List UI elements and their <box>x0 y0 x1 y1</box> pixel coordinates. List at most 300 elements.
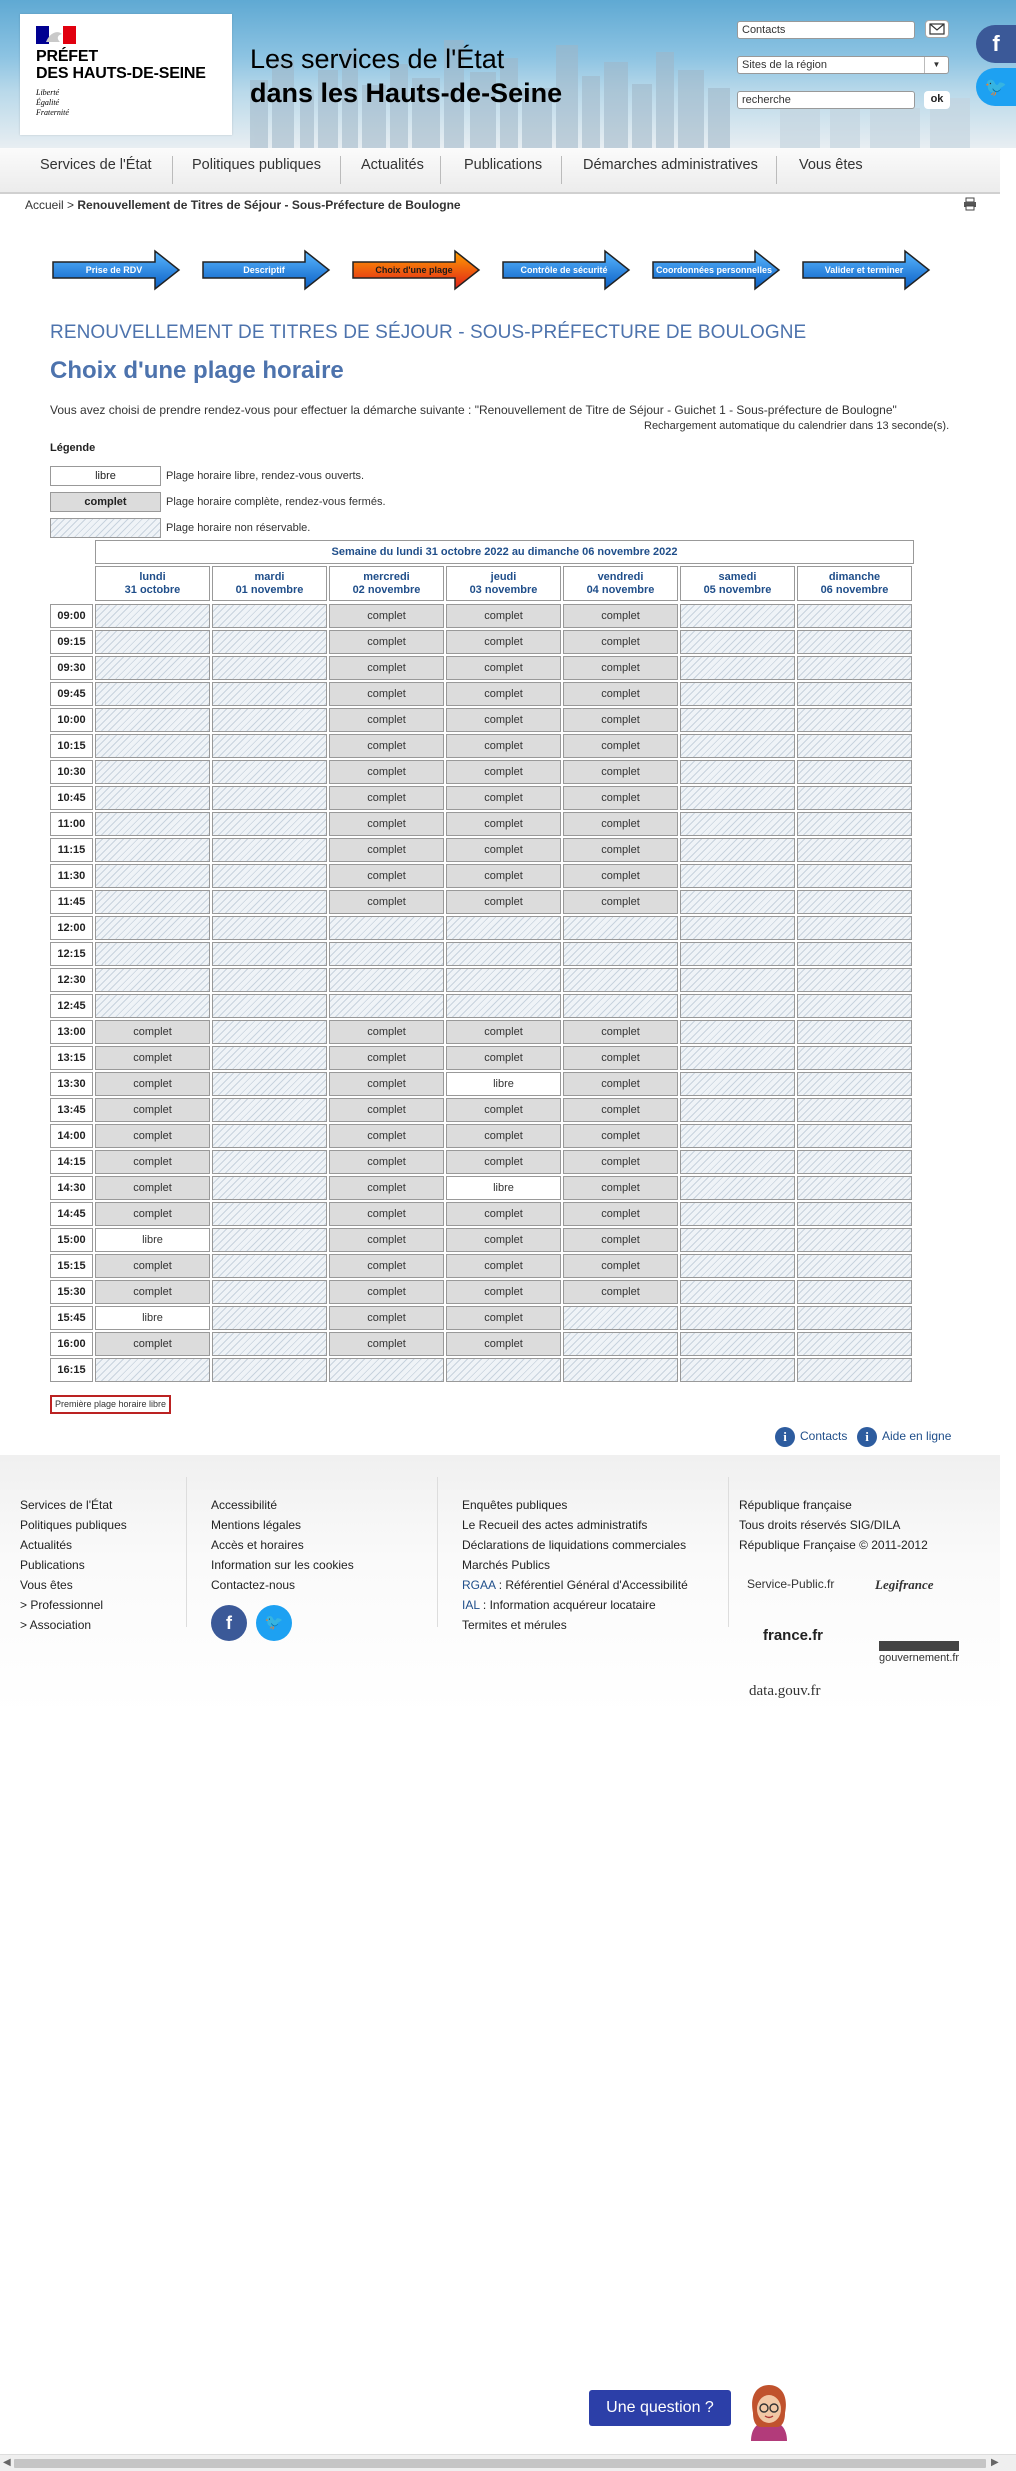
nav-item-services[interactable]: Services de l'État <box>40 157 152 173</box>
footer-link[interactable]: Déclarations de liquidations commerciales <box>462 1538 687 1552</box>
marianne-flag-icon <box>36 26 76 44</box>
slot-unavailable <box>329 994 444 1018</box>
facebook-icon[interactable]: f <box>976 25 1016 63</box>
footer-col-nav <box>20 1495 127 1635</box>
prefet-logo[interactable] <box>20 14 232 135</box>
footer-link[interactable]: > Association <box>20 1618 92 1632</box>
envelope-icon <box>926 21 948 37</box>
day-name: jeudi <box>490 571 517 583</box>
slot-unavailable <box>797 864 912 888</box>
search-input[interactable]: recherche <box>737 91 915 109</box>
contacts-field[interactable]: Contacts <box>737 21 915 39</box>
footer-link[interactable]: Enquêtes publiques <box>462 1498 568 1512</box>
slot-unavailable <box>446 942 561 966</box>
slot-unavailable <box>680 786 795 810</box>
time-label: 13:15 <box>50 1046 93 1070</box>
slot-complet: complet <box>329 760 444 784</box>
slot-libre[interactable]: libre <box>95 1228 210 1252</box>
slot-unavailable <box>797 1176 912 1200</box>
slot-unavailable <box>95 864 210 888</box>
slot-unavailable <box>329 916 444 940</box>
slot-unavailable <box>212 864 327 888</box>
footer-link[interactable]: Politiques publiques <box>20 1518 127 1532</box>
nav-divider <box>340 156 341 184</box>
footer-link[interactable]: Services de l'État <box>20 1498 113 1512</box>
first-free-slot-button[interactable]: Première plage horaire libre <box>50 1395 171 1414</box>
time-label: 14:45 <box>50 1202 93 1226</box>
step-label: Coordonnées personnelles <box>655 265 773 275</box>
reload-countdown: Rechargement automatique du calendrier dans 13 seconde(s). <box>644 420 950 432</box>
footer-divider <box>437 1477 438 1627</box>
logo-motto: Liberté Égalité Fraternité <box>36 88 69 117</box>
slot-unavailable <box>680 630 795 654</box>
slot-unavailable <box>680 864 795 888</box>
footer-link[interactable]: Mentions légales <box>211 1518 302 1532</box>
slot-unavailable <box>212 1150 327 1174</box>
slot-unavailable <box>212 1306 327 1330</box>
breadcrumb <box>25 198 461 212</box>
slot-unavailable <box>797 1046 912 1070</box>
slot-unavailable <box>212 682 327 706</box>
slot-unavailable <box>212 1332 327 1356</box>
slot-unavailable <box>95 968 210 992</box>
day-date: 01 novembre <box>235 584 304 596</box>
slot-unavailable <box>680 708 795 732</box>
slot-unavailable <box>797 656 912 680</box>
slot-unavailable <box>212 1098 327 1122</box>
footer-link[interactable]: Vous êtes <box>20 1578 73 1592</box>
slot-unavailable <box>797 1202 912 1226</box>
slot-unavailable <box>563 1332 678 1356</box>
time-label: 16:00 <box>50 1332 93 1356</box>
slot-complet: complet <box>95 1098 210 1122</box>
slot-libre[interactable]: libre <box>446 1072 561 1096</box>
info-icon: i <box>775 1427 795 1447</box>
slot-unavailable <box>95 942 210 966</box>
slot-unavailable <box>212 942 327 966</box>
slot-unavailable <box>797 708 912 732</box>
scroll-left-arrow-icon[interactable]: ◀ <box>3 2457 11 2468</box>
step-label: Descriptif <box>243 265 285 275</box>
time-label: 14:00 <box>50 1124 93 1148</box>
chat-question-button[interactable]: Une question ? <box>589 2390 731 2426</box>
legend-libre-swatch: libre <box>50 466 161 486</box>
slot-unavailable <box>95 682 210 706</box>
slot-unavailable <box>446 1358 561 1382</box>
slot-unavailable <box>680 1020 795 1044</box>
slot-unavailable <box>563 968 678 992</box>
search-ok-button[interactable]: ok <box>924 91 950 109</box>
slot-complet: complet <box>446 1254 561 1278</box>
footer-text: République Française © 2011-2012 <box>739 1538 928 1552</box>
slot-complet: complet <box>329 656 444 680</box>
help-online-link[interactable]: i Aide en ligne <box>857 1427 951 1447</box>
slot-unavailable <box>95 916 210 940</box>
footer-link-rgaa[interactable]: RGAA : Référentiel Général d'Accessibilité <box>462 1578 688 1592</box>
slot-complet: complet <box>329 682 444 706</box>
slot-complet: complet <box>563 812 678 836</box>
slot-unavailable <box>680 1332 795 1356</box>
slot-complet: complet <box>329 1072 444 1096</box>
footer-link[interactable]: Accessibilité <box>211 1498 278 1512</box>
slot-unavailable <box>797 1072 912 1096</box>
slot-unavailable <box>680 994 795 1018</box>
partner-logo-service-public[interactable]: Service-Public.fr <box>747 1577 835 1591</box>
slot-complet: complet <box>563 1176 678 1200</box>
facebook-icon[interactable]: f <box>211 1605 247 1641</box>
slot-unavailable <box>797 1280 912 1304</box>
slot-complet: complet <box>563 864 678 888</box>
day-name: mardi <box>254 571 285 583</box>
time-label: 15:45 <box>50 1306 93 1330</box>
site-title: Les services de l'État dans les Hauts-de-Seine <box>250 44 563 108</box>
legend-unavailable-text: Plage horaire non réservable. <box>166 522 311 534</box>
slot-complet: complet <box>95 1124 210 1148</box>
partner-logo-france-fr[interactable]: france.fr <box>763 1627 824 1644</box>
slot-complet: complet <box>446 1306 561 1330</box>
slot-unavailable <box>95 994 210 1018</box>
slot-complet: complet <box>446 1046 561 1070</box>
step-descriptif <box>201 248 333 292</box>
slot-unavailable <box>212 760 327 784</box>
slot-complet: complet <box>446 734 561 758</box>
slot-libre[interactable]: libre <box>95 1306 210 1330</box>
day-header <box>329 566 444 601</box>
slot-unavailable <box>680 890 795 914</box>
slot-complet: complet <box>563 760 678 784</box>
time-label: 09:30 <box>50 656 93 680</box>
slot-complet: complet <box>329 1150 444 1174</box>
slot-unavailable <box>680 968 795 992</box>
slot-unavailable <box>212 734 327 758</box>
slot-unavailable <box>212 656 327 680</box>
footer-link[interactable]: Actualités <box>20 1538 73 1552</box>
slot-complet: complet <box>446 1228 561 1252</box>
slot-complet: complet <box>329 1176 444 1200</box>
nav-item-demarches[interactable]: Démarches administratives <box>583 157 758 173</box>
partner-logo-data-gouv[interactable]: data.gouv.fr <box>749 1683 821 1699</box>
time-label: 09:15 <box>50 630 93 654</box>
slot-unavailable <box>446 994 561 1018</box>
step-coordonnees <box>651 248 783 292</box>
slot-complet: complet <box>563 1072 678 1096</box>
slot-complet: complet <box>329 1254 444 1278</box>
print-icon[interactable] <box>963 197 977 211</box>
time-label: 15:30 <box>50 1280 93 1304</box>
page-title: RENOUVELLEMENT DE TITRES DE SÉJOUR - SOUS-PRÉFECTURE DE BOULOGNE <box>50 322 807 343</box>
nav-item-politiques[interactable]: Politiques publiques <box>192 157 321 173</box>
slot-complet: complet <box>446 1332 561 1356</box>
slot-unavailable <box>680 1306 795 1330</box>
nav-divider <box>776 156 777 184</box>
slot-unavailable <box>329 1358 444 1382</box>
twitter-icon[interactable]: 🐦 <box>256 1605 292 1641</box>
legend-complet-swatch: complet <box>50 492 161 512</box>
nav-divider <box>172 156 173 184</box>
twitter-icon[interactable]: 🐦 <box>976 68 1016 106</box>
breadcrumb-current: Renouvellement de Titres de Séjour - Sous-Préfecture de Boulogne <box>77 198 461 212</box>
slot-complet: complet <box>446 656 561 680</box>
slot-unavailable <box>797 1020 912 1044</box>
step-valider <box>801 248 933 292</box>
footer-text: République française <box>739 1498 852 1512</box>
slot-complet: complet <box>563 786 678 810</box>
help-contacts-link[interactable]: i Contacts <box>775 1427 847 1447</box>
footer-col-copyright <box>739 1495 928 1555</box>
slot-complet: complet <box>563 1280 678 1304</box>
slot-unavailable <box>95 760 210 784</box>
footer-link[interactable]: Accès et horaires <box>211 1538 304 1552</box>
slot-complet: complet <box>329 1228 444 1252</box>
slot-unavailable <box>797 916 912 940</box>
slot-unavailable <box>212 786 327 810</box>
slot-unavailable <box>212 630 327 654</box>
slot-unavailable <box>680 916 795 940</box>
footer-link[interactable]: Termites et mérules <box>462 1618 567 1632</box>
slot-complet: complet <box>95 1020 210 1044</box>
day-name: dimanche <box>828 571 881 583</box>
chat-assistant-avatar-icon[interactable] <box>745 2383 793 2443</box>
nav-item-vous-etes[interactable]: Vous êtes <box>799 157 863 173</box>
mail-button[interactable] <box>925 20 949 38</box>
slot-unavailable <box>797 760 912 784</box>
page-subtitle: Choix d'une plage horaire <box>50 357 344 384</box>
footer-divider <box>728 1477 729 1627</box>
slot-complet: complet <box>563 604 678 628</box>
slot-unavailable <box>329 968 444 992</box>
slot-unavailable <box>797 1124 912 1148</box>
time-label: 12:15 <box>50 942 93 966</box>
day-header <box>563 566 678 601</box>
time-label: 15:15 <box>50 1254 93 1278</box>
slot-unavailable <box>563 942 678 966</box>
slot-complet: complet <box>329 630 444 654</box>
slot-complet: complet <box>563 1150 678 1174</box>
slot-complet: complet <box>563 1254 678 1278</box>
time-label: 13:30 <box>50 1072 93 1096</box>
time-label: 16:15 <box>50 1358 93 1382</box>
footer-text: Tous droits réservés SIG/DILA <box>739 1518 901 1532</box>
step-label: Prise de RDV <box>85 265 143 275</box>
slot-complet: complet <box>95 1046 210 1070</box>
nav-divider <box>440 156 441 184</box>
slot-complet: complet <box>329 786 444 810</box>
slot-unavailable <box>95 812 210 836</box>
time-label: 10:30 <box>50 760 93 784</box>
slot-unavailable <box>212 1358 327 1382</box>
slot-unavailable <box>212 838 327 862</box>
footer-link[interactable]: Le Recueil des actes administratifs <box>462 1518 648 1532</box>
slot-unavailable <box>212 916 327 940</box>
legend-libre-text: Plage horaire libre, rendez-vous ouverts. <box>166 470 365 482</box>
time-label: 12:30 <box>50 968 93 992</box>
slot-unavailable <box>95 630 210 654</box>
time-label: 12:45 <box>50 994 93 1018</box>
slot-complet: complet <box>563 1046 678 1070</box>
slot-complet: complet <box>563 1124 678 1148</box>
slot-complet: complet <box>95 1280 210 1304</box>
time-label: 10:45 <box>50 786 93 810</box>
day-header <box>212 566 327 601</box>
slot-unavailable <box>797 994 912 1018</box>
slot-complet: complet <box>329 812 444 836</box>
slot-complet: complet <box>446 1202 561 1226</box>
slot-libre[interactable]: libre <box>446 1176 561 1200</box>
day-date: 06 novembre <box>820 584 889 596</box>
slot-unavailable <box>680 1202 795 1226</box>
slot-complet: complet <box>446 1124 561 1148</box>
slot-unavailable <box>680 1228 795 1252</box>
slot-complet: complet <box>329 1202 444 1226</box>
slot-unavailable <box>212 1280 327 1304</box>
slot-unavailable <box>680 1098 795 1122</box>
footer-link[interactable]: Contactez-nous <box>211 1578 296 1592</box>
region-select[interactable]: Sites de la région ▼ <box>737 56 949 74</box>
slot-unavailable <box>680 1176 795 1200</box>
slot-complet: complet <box>95 1176 210 1200</box>
day-name: vendredi <box>597 571 644 583</box>
horizontal-scrollbar[interactable] <box>0 2454 1016 2471</box>
slot-complet: complet <box>446 786 561 810</box>
nav-divider <box>561 156 562 184</box>
slot-complet: complet <box>95 1150 210 1174</box>
slot-complet: complet <box>563 1202 678 1226</box>
slot-complet: complet <box>446 812 561 836</box>
slot-unavailable <box>212 968 327 992</box>
time-label: 10:15 <box>50 734 93 758</box>
footer-link[interactable]: Information sur les cookies <box>211 1558 354 1572</box>
slot-complet: complet <box>446 708 561 732</box>
day-header <box>680 566 795 601</box>
footer-col-info <box>211 1495 354 1595</box>
site-footer <box>0 1455 1000 1715</box>
slot-complet: complet <box>329 1332 444 1356</box>
slot-unavailable <box>95 656 210 680</box>
scrollbar-thumb[interactable] <box>14 2459 986 2468</box>
slot-unavailable <box>680 1280 795 1304</box>
legend-complet-text: Plage horaire complète, rendez-vous fermés. <box>166 496 386 508</box>
day-date: 05 novembre <box>703 584 772 596</box>
slot-unavailable <box>680 682 795 706</box>
slot-unavailable <box>446 968 561 992</box>
footer-link-ial[interactable]: IAL : Information acquéreur locataire <box>462 1598 656 1612</box>
slot-complet: complet <box>446 1020 561 1044</box>
slot-unavailable <box>680 1046 795 1070</box>
slot-complet: complet <box>329 604 444 628</box>
slot-unavailable <box>212 1254 327 1278</box>
slot-unavailable <box>797 968 912 992</box>
scroll-right-arrow-icon[interactable]: ▶ <box>991 2457 999 2468</box>
step-label: Valider et terminer <box>824 265 904 275</box>
slot-unavailable <box>212 812 327 836</box>
footer-link[interactable]: > Professionnel <box>20 1598 104 1612</box>
step-label: Contrôle de sécurité <box>520 265 608 275</box>
breadcrumb-home[interactable]: Accueil <box>25 198 64 212</box>
slot-complet: complet <box>563 1020 678 1044</box>
day-date: 02 novembre <box>352 584 421 596</box>
time-label: 14:30 <box>50 1176 93 1200</box>
time-label: 10:00 <box>50 708 93 732</box>
slot-unavailable <box>212 604 327 628</box>
time-label: 15:00 <box>50 1228 93 1252</box>
slot-complet: complet <box>95 1254 210 1278</box>
time-label: 14:15 <box>50 1150 93 1174</box>
slot-complet: complet <box>329 1306 444 1330</box>
slot-complet: complet <box>446 760 561 784</box>
slot-unavailable <box>797 1098 912 1122</box>
slot-unavailable <box>797 734 912 758</box>
nav-item-actualites[interactable]: Actualités <box>361 157 424 173</box>
slot-complet: complet <box>329 890 444 914</box>
time-label: 11:15 <box>50 838 93 862</box>
slot-unavailable <box>680 604 795 628</box>
slot-complet: complet <box>563 656 678 680</box>
time-label: 13:45 <box>50 1098 93 1122</box>
info-icon: i <box>857 1427 877 1447</box>
slot-complet: complet <box>329 1124 444 1148</box>
slot-complet: complet <box>95 1332 210 1356</box>
slot-complet: complet <box>563 630 678 654</box>
slot-unavailable <box>446 916 561 940</box>
footer-link[interactable]: Publications <box>20 1558 85 1572</box>
footer-link[interactable]: Marchés Publics <box>462 1558 551 1572</box>
day-date: 03 novembre <box>469 584 538 596</box>
slot-unavailable <box>212 1202 327 1226</box>
partner-logo-gouvernement[interactable]: gouvernement.fr <box>879 1641 959 1664</box>
slot-complet: complet <box>446 890 561 914</box>
slot-complet: complet <box>446 1280 561 1304</box>
time-label: 09:45 <box>50 682 93 706</box>
step-label: Choix d'une plage <box>375 265 453 275</box>
week-label: Semaine du lundi 31 octobre 2022 au dimanche 06 novembre 2022 <box>95 540 914 564</box>
slot-complet: complet <box>563 1228 678 1252</box>
slot-complet: complet <box>446 864 561 888</box>
nav-item-publications[interactable]: Publications <box>464 157 543 173</box>
slot-complet: complet <box>446 630 561 654</box>
slot-unavailable <box>797 604 912 628</box>
partner-logo-legifrance[interactable]: Legifrance <box>875 1577 934 1592</box>
time-label: 09:00 <box>50 604 93 628</box>
slot-unavailable <box>797 838 912 862</box>
slot-complet: complet <box>446 1098 561 1122</box>
step-controle-securite <box>501 248 633 292</box>
slot-complet: complet <box>563 890 678 914</box>
logo-title: PRÉFET DES HAUTS-DE-SEINE <box>36 48 206 82</box>
day-name: mercredi <box>363 571 410 583</box>
footer-divider <box>186 1477 187 1627</box>
slot-complet: complet <box>563 734 678 758</box>
slot-complet: complet <box>446 1150 561 1174</box>
slot-unavailable <box>680 734 795 758</box>
slot-unavailable <box>95 734 210 758</box>
time-label: 11:00 <box>50 812 93 836</box>
day-header <box>95 566 210 601</box>
slot-unavailable <box>680 838 795 862</box>
slot-complet: complet <box>329 708 444 732</box>
slot-unavailable <box>797 1254 912 1278</box>
slot-unavailable <box>797 1228 912 1252</box>
slot-unavailable <box>212 890 327 914</box>
day-date: 31 octobre <box>124 584 181 596</box>
slot-complet: complet <box>329 838 444 862</box>
slot-unavailable <box>797 812 912 836</box>
step-choix-plage <box>351 248 483 292</box>
slot-unavailable <box>680 1072 795 1096</box>
time-label: 11:30 <box>50 864 93 888</box>
legend-title: Légende <box>50 442 96 454</box>
time-label: 11:45 <box>50 890 93 914</box>
slot-complet: complet <box>563 708 678 732</box>
